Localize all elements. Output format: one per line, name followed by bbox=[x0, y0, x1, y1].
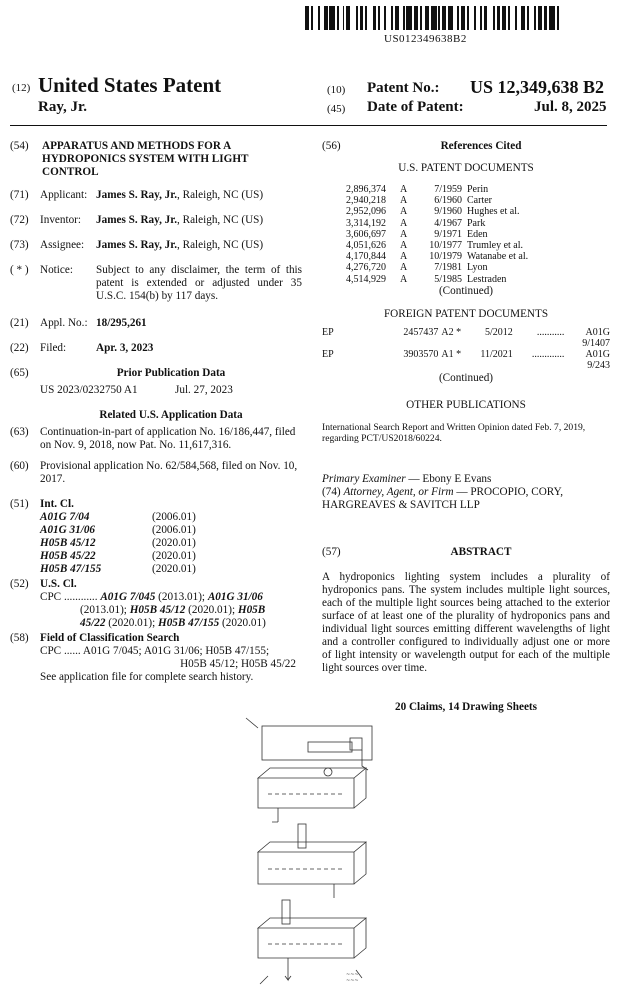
related-heading: Related U.S. Application Data bbox=[99, 409, 243, 421]
prior-code: (65) bbox=[10, 367, 29, 379]
field-cpc-line-1: CPC ...... A01G 7/045; A01G 31/06; H05B 47/155; bbox=[40, 645, 270, 657]
examiner-name: — Ebony E Evans bbox=[408, 472, 492, 485]
int-cl-class: H05B 45/12 bbox=[40, 537, 96, 549]
foreign-doc-cls: A01G 9/1407 bbox=[582, 326, 610, 350]
barcode bbox=[305, 6, 563, 30]
patent-date: Jul. 8, 2025 bbox=[534, 99, 607, 115]
inventor-label: Inventor: bbox=[40, 214, 82, 226]
us-doc-name: Lyon bbox=[467, 262, 488, 274]
int-cl-row bbox=[40, 550, 302, 563]
int-cl-class: A01G 7/04 bbox=[40, 511, 90, 523]
int-cl-code: (51) bbox=[10, 498, 29, 510]
us-doc-kind: A bbox=[400, 195, 408, 207]
int-cl-list bbox=[40, 511, 302, 576]
attorney-name: — PROCOPIO, CORY, HARGREAVES & SAVITCH LLP bbox=[322, 485, 564, 511]
appl-label: Appl. No.: bbox=[40, 317, 88, 329]
inventor-location: , Raleigh, NC (US) bbox=[177, 214, 264, 226]
us-docs-table bbox=[346, 184, 587, 285]
us-doc-name: Park bbox=[467, 217, 486, 229]
prior-heading: Prior Publication Data bbox=[116, 367, 226, 379]
notice-label: Notice: bbox=[40, 264, 73, 276]
right-column bbox=[322, 140, 610, 714]
us-doc-name: Eden bbox=[467, 228, 488, 240]
int-cl-class: A01G 31/06 bbox=[40, 524, 96, 536]
inventor-code: (72) bbox=[10, 214, 29, 226]
filed-date: Apr. 3, 2023 bbox=[96, 342, 154, 354]
field-heading: Field of Classification Search bbox=[40, 632, 180, 644]
int-cl-row bbox=[40, 524, 302, 537]
applicant-code: (71) bbox=[10, 189, 29, 201]
us-doc-row bbox=[346, 262, 587, 273]
assignee-location: , Raleigh, NC (US) bbox=[177, 239, 264, 251]
us-cl-ver-5: (2020.01) bbox=[222, 617, 266, 629]
field-cpc bbox=[40, 645, 302, 684]
assignee-label: Assignee: bbox=[40, 239, 85, 251]
abstract-code: (57) bbox=[322, 545, 341, 558]
us-doc-kind: A bbox=[400, 184, 408, 195]
patent-no-label: Patent No.: bbox=[367, 80, 440, 96]
us-doc-no: 2,896,374 bbox=[346, 184, 386, 195]
cpc-label: CPC ............ bbox=[40, 591, 98, 603]
us-doc-row bbox=[346, 218, 587, 229]
foreign-docs-heading: FOREIGN PATENT DOCUMENTS bbox=[383, 307, 549, 320]
us-cl-class-1: A01G 7/045 bbox=[100, 591, 156, 603]
country-title: United States Patent bbox=[38, 73, 222, 97]
us-doc-kind: A bbox=[400, 240, 408, 252]
int-cl-class: H05B 45/22 bbox=[40, 550, 96, 562]
us-doc-row bbox=[346, 184, 587, 195]
us-doc-date: 6/1960 bbox=[434, 195, 462, 207]
us-doc-name: Carter bbox=[467, 195, 492, 207]
abstract-text: A hydroponics lighting system includes a plurality of hydroponics pans. The system includes multiple light sources, each of the multiple light sources being attached to the exterior surface of at least one of the plurality of hydroponics pans and individual light sources emitting different wavelengths of light and a controller configured to individually adjust one or more of light intensity or wavelength output for each of the multiple light sources over time. bbox=[322, 570, 610, 674]
date-label: Date of Patent: bbox=[367, 99, 464, 115]
applicant-name: James S. Ray, Jr. bbox=[96, 189, 178, 201]
us-cl-code: (52) bbox=[10, 578, 29, 590]
provisional-code: (60) bbox=[10, 460, 29, 472]
us-doc-name: Lestraden bbox=[467, 273, 507, 285]
continuation-text: Continuation-in-part of application No. 16/186,447, filed on Nov. 9, 2018, now Pat. No. 11,617,316. bbox=[40, 426, 296, 451]
abstract-heading: ABSTRACT bbox=[450, 545, 512, 558]
int-cl-heading: Int. Cl. bbox=[40, 498, 74, 510]
notice-text: Subject to any disclaimer, the term of this patent is extended or adjusted under 35 U.S.C. 154(b) by 117 days. bbox=[96, 264, 302, 302]
foreign-doc-dots: ............. bbox=[531, 349, 565, 361]
us-doc-date: 10/1979 bbox=[429, 251, 462, 263]
us-doc-no: 3,314,192 bbox=[346, 217, 386, 229]
us-cl-class-3: H05B 45/12 bbox=[129, 604, 186, 616]
code-10: (10) bbox=[327, 84, 346, 96]
foreign-doc-kind: A1 * bbox=[441, 349, 462, 361]
assignee-code: (73) bbox=[10, 239, 29, 251]
us-cl-class-4b: 45/22 bbox=[80, 617, 106, 629]
us-docs-continued: (Continued) bbox=[438, 284, 494, 297]
field-code: (58) bbox=[10, 632, 29, 644]
us-cl-class-4: H05B bbox=[237, 604, 266, 616]
int-cl-row bbox=[40, 511, 302, 524]
header-rule bbox=[10, 125, 607, 126]
examiner-label: Primary Examiner bbox=[322, 472, 406, 485]
us-doc-row bbox=[346, 195, 587, 206]
foreign-doc-row bbox=[322, 349, 610, 371]
refs-code: (56) bbox=[322, 140, 341, 152]
code-45: (45) bbox=[327, 103, 346, 115]
inventor-surname: Ray, Jr. bbox=[38, 99, 88, 115]
attorney-code: (74) bbox=[322, 485, 341, 498]
left-column bbox=[10, 140, 302, 684]
prior-date: Jul. 27, 2023 bbox=[175, 384, 233, 396]
int-cl-row bbox=[40, 537, 302, 550]
foreign-doc-cls: A01G 9/243 bbox=[585, 349, 610, 372]
appl-number: 18/295,261 bbox=[96, 317, 147, 329]
int-cl-row bbox=[40, 563, 302, 576]
publication-number: US012349638B2 bbox=[384, 33, 467, 45]
us-doc-no: 4,051,626 bbox=[346, 240, 386, 252]
foreign-doc-office: EP bbox=[322, 326, 334, 338]
prior-publication: US 2023/0232750 A1 bbox=[40, 384, 138, 396]
code-12: (12) bbox=[12, 82, 31, 94]
us-doc-date: 5/1985 bbox=[434, 273, 462, 285]
foreign-doc-office: EP bbox=[322, 349, 334, 361]
foreign-doc-no: 3903570 bbox=[403, 349, 439, 361]
us-doc-date: 4/1967 bbox=[434, 217, 462, 229]
inventor-name: James S. Ray, Jr. bbox=[96, 214, 178, 226]
foreign-doc-dots: ........... bbox=[536, 326, 565, 338]
us-doc-row bbox=[346, 274, 587, 285]
us-cl-heading: U.S. Cl. bbox=[40, 578, 77, 590]
representative-drawing bbox=[238, 714, 380, 989]
title-code: (54) bbox=[10, 140, 29, 152]
int-cl-version: (2020.01) bbox=[152, 537, 196, 549]
attorney-label: Attorney, Agent, or Firm bbox=[343, 485, 454, 498]
int-cl-version: (2020.01) bbox=[152, 550, 196, 562]
patent-number: US 12,349,638 B2 bbox=[470, 77, 605, 97]
us-doc-row bbox=[346, 229, 587, 240]
svg-text:~~~: ~~~ bbox=[346, 978, 359, 984]
us-doc-row bbox=[346, 206, 587, 217]
continuation-code: (63) bbox=[10, 426, 29, 438]
foreign-doc-date: 11/2021 bbox=[480, 349, 513, 361]
us-doc-no: 3,606,697 bbox=[346, 228, 386, 240]
assignee-name: James S. Ray, Jr. bbox=[96, 239, 178, 251]
us-cl-ver-2: (2013.01); bbox=[80, 604, 127, 616]
us-doc-no: 2,952,096 bbox=[346, 206, 386, 218]
us-doc-name: Perin bbox=[467, 184, 489, 195]
us-doc-kind: A bbox=[400, 251, 408, 263]
applicant-location: , Raleigh, NC (US) bbox=[177, 189, 264, 201]
filed-label: Filed: bbox=[40, 342, 67, 354]
foreign-docs-continued: (Continued) bbox=[438, 371, 494, 384]
us-doc-no: 4,276,720 bbox=[346, 262, 386, 274]
foreign-doc-kind: A2 * bbox=[441, 326, 462, 338]
us-doc-no: 4,170,844 bbox=[346, 251, 386, 263]
field-cpc-line-2: H05B 45/12; H05B 45/22 bbox=[180, 658, 296, 670]
field-note: See application file for complete search history. bbox=[40, 671, 254, 683]
us-doc-kind: A bbox=[400, 217, 408, 229]
int-cl-version: (2006.01) bbox=[152, 524, 196, 536]
foreign-docs-table bbox=[322, 327, 610, 372]
foreign-doc-date: 5/2012 bbox=[485, 326, 513, 338]
claims-summary: 20 Claims, 14 Drawing Sheets bbox=[394, 700, 538, 713]
us-docs-heading: U.S. PATENT DOCUMENTS bbox=[398, 162, 534, 174]
applicant-label: Applicant: bbox=[40, 189, 88, 201]
us-doc-date: 9/1971 bbox=[434, 228, 462, 240]
int-cl-class: H05B 47/155 bbox=[40, 563, 102, 575]
us-doc-no: 4,514,929 bbox=[346, 273, 386, 285]
filed-code: (22) bbox=[10, 342, 29, 354]
us-cl-ver-3: (2020.01); bbox=[188, 604, 236, 616]
us-cl-cpc bbox=[40, 591, 302, 630]
us-doc-name: Trumley et al. bbox=[467, 240, 524, 252]
foreign-doc-row bbox=[322, 327, 610, 349]
notice-code: ( * ) bbox=[10, 264, 29, 276]
us-cl-class-5: H05B 47/155 bbox=[158, 617, 220, 629]
us-doc-kind: A bbox=[400, 262, 408, 274]
patent-title: APPARATUS AND METHODS FOR A HYDROPONICS SYSTEM WITH LIGHT CONTROL bbox=[42, 140, 249, 178]
other-publications-heading: OTHER PUBLICATIONS bbox=[406, 398, 526, 411]
us-cl-class-2: A01G 31/06 bbox=[207, 591, 263, 603]
svg-text:~~~: ~~~ bbox=[346, 972, 359, 978]
us-doc-date: 7/1959 bbox=[434, 184, 462, 195]
us-doc-date: 9/1960 bbox=[434, 206, 462, 218]
provisional-text: Provisional application No. 62/584,568, filed on Nov. 10, 2017. bbox=[40, 460, 298, 485]
barcode-bar bbox=[559, 6, 563, 30]
us-doc-no: 2,940,218 bbox=[346, 195, 386, 207]
int-cl-version: (2020.01) bbox=[152, 563, 196, 575]
us-doc-date: 10/1977 bbox=[429, 240, 462, 252]
us-doc-name: Watanabe et al. bbox=[467, 251, 529, 263]
int-cl-version: (2006.01) bbox=[152, 511, 196, 523]
us-doc-row bbox=[346, 240, 587, 251]
us-doc-name: Hughes et al. bbox=[467, 206, 520, 218]
us-doc-kind: A bbox=[400, 228, 408, 240]
us-cl-ver-4: (2020.01); bbox=[108, 617, 156, 629]
foreign-doc-no: 2457437 bbox=[403, 326, 439, 338]
other-publications-text: International Search Report and Written Opinion dated Feb. 7, 2019, regarding PCT/US2018/60224. bbox=[322, 421, 586, 445]
us-cl-ver-1: (2013.01); bbox=[158, 591, 206, 603]
us-doc-kind: A bbox=[400, 273, 408, 285]
us-doc-date: 7/1981 bbox=[434, 262, 462, 274]
us-doc-row bbox=[346, 251, 587, 262]
refs-heading: References Cited bbox=[440, 140, 522, 152]
us-doc-kind: A bbox=[400, 206, 408, 218]
appl-code: (21) bbox=[10, 317, 29, 329]
